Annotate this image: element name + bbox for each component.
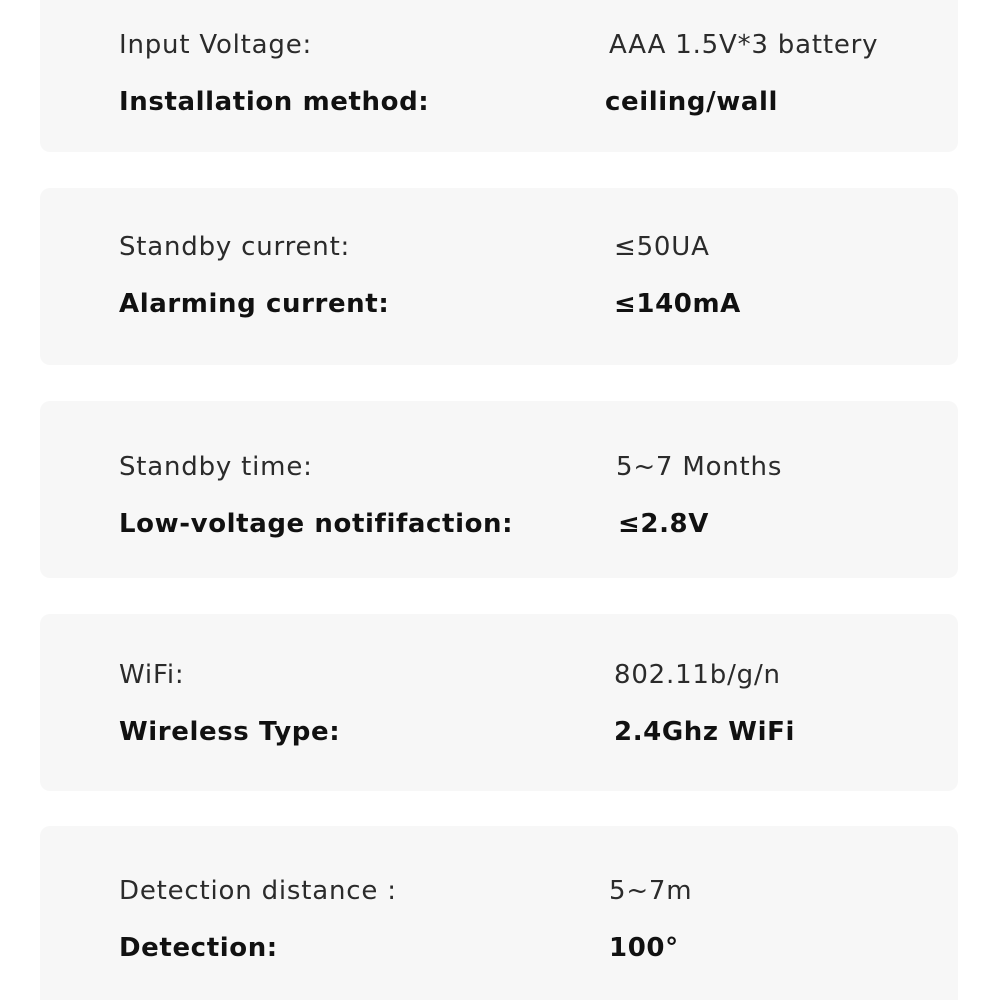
spec-value-detection-distance: 5~7m [609, 876, 693, 906]
spec-label-standby-current: Standby current: [119, 232, 351, 262]
spec-value-installation-method: ceiling/wall [605, 87, 778, 117]
spec-label-wifi: WiFi: [119, 660, 185, 690]
spec-value-detection-angle: 100° [609, 933, 679, 963]
spec-card-power [40, 0, 958, 152]
spec-card-current [40, 188, 958, 365]
spec-label-low-voltage: Low-voltage notififaction: [119, 509, 514, 539]
spec-value-wireless-type: 2.4Ghz WiFi [614, 717, 795, 747]
spec-value-standby-current: ≤50UA [614, 232, 710, 262]
spec-label-detection-distance: Detection distance : [119, 876, 397, 906]
spec-label-wireless-type: Wireless Type: [119, 717, 341, 747]
spec-card-battery [40, 401, 958, 578]
spec-value-low-voltage: ≤2.8V [618, 509, 709, 539]
spec-value-standby-time: 5~7 Months [616, 452, 783, 482]
spec-label-detection-angle: Detection: [119, 933, 278, 963]
spec-label-input-voltage: Input Voltage: [119, 30, 313, 60]
spec-card-wireless [40, 614, 958, 791]
spec-label-alarming-current: Alarming current: [119, 289, 390, 319]
spec-value-alarming-current: ≤140mA [614, 289, 741, 319]
spec-value-input-voltage: AAA 1.5V*3 battery [609, 30, 879, 60]
spec-value-wifi: 802.11b/g/n [614, 660, 781, 690]
spec-label-installation-method: Installation method: [119, 87, 430, 117]
spec-card-detection [40, 826, 958, 1000]
spec-label-standby-time: Standby time: [119, 452, 313, 482]
